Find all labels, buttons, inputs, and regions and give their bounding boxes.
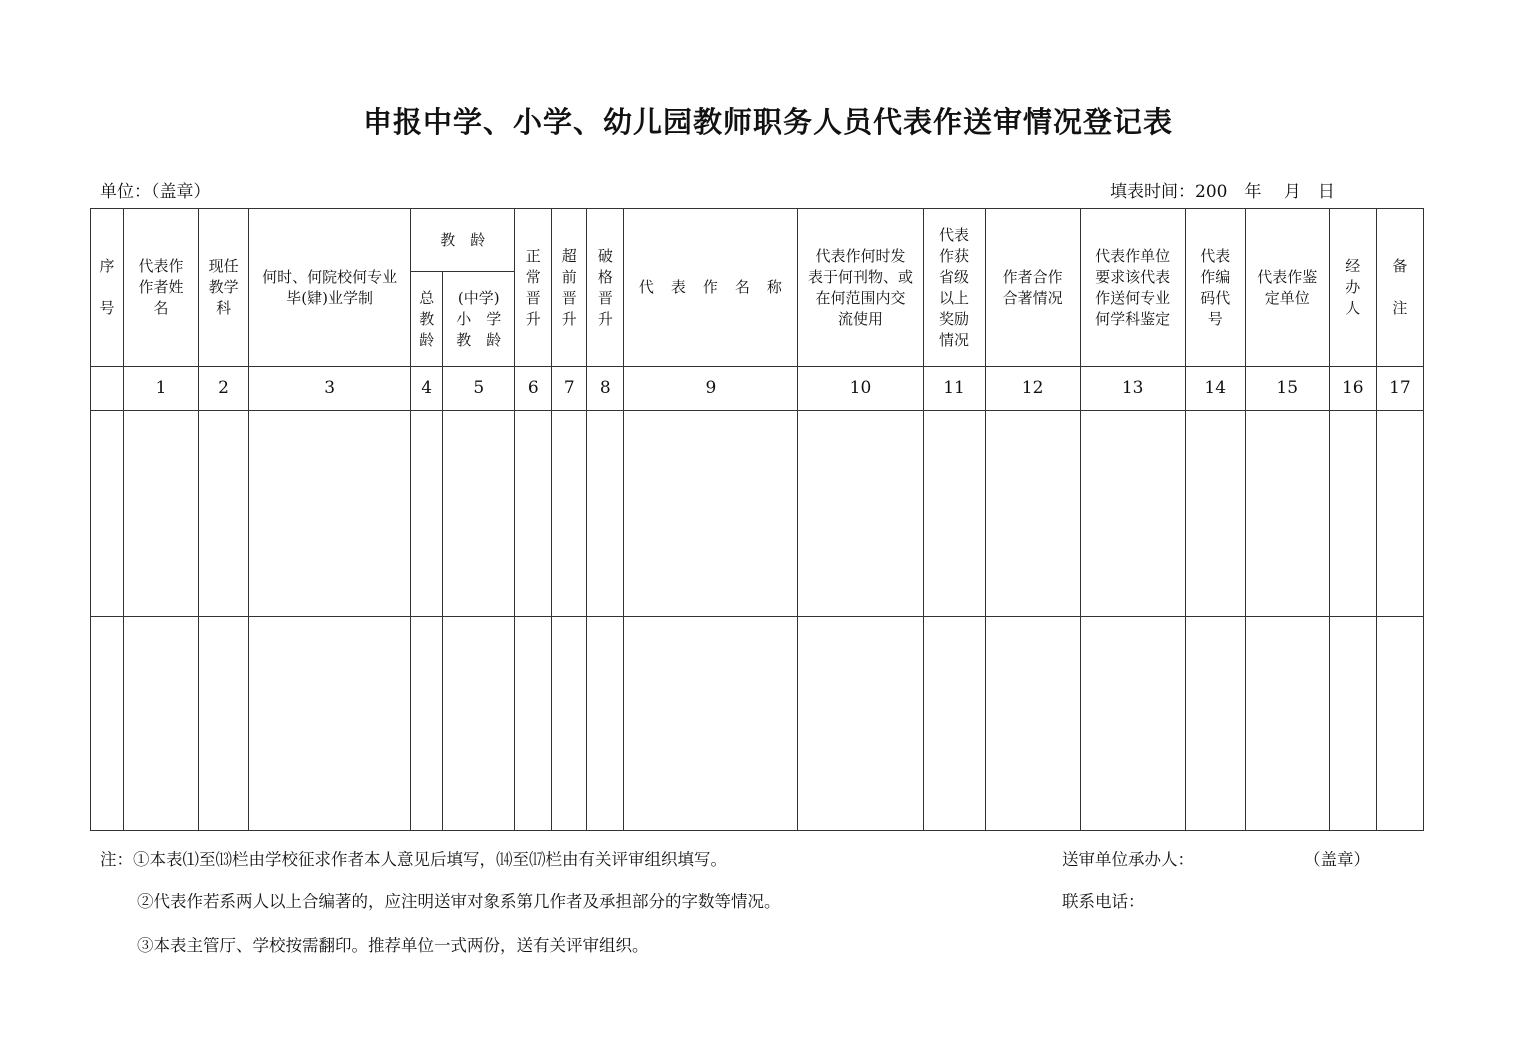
entry-cell[interactable] — [1376, 411, 1423, 617]
column-number: 17 — [1376, 367, 1423, 411]
entry-cell[interactable] — [199, 411, 249, 617]
entry-cell[interactable] — [1080, 617, 1185, 831]
entry-cell[interactable] — [515, 617, 552, 831]
column-number: 1 — [124, 367, 199, 411]
entry-cell[interactable] — [91, 617, 124, 831]
table-cell — [91, 367, 124, 411]
entry-cell[interactable] — [923, 411, 985, 617]
column-number: 16 — [1329, 367, 1376, 411]
fill-date-label: 填表时间：200 年 月 日 — [1110, 182, 1335, 202]
entry-cell[interactable] — [124, 617, 199, 831]
entry-cell[interactable] — [1376, 617, 1423, 831]
header-code: 代表 作编 码代 号 — [1185, 209, 1245, 367]
table-row — [91, 411, 1424, 617]
entry-cell[interactable] — [1080, 411, 1185, 617]
header-review-request: 代表作单位 要求该代表 作送何专业 何学科鉴定 — [1080, 209, 1185, 367]
entry-cell[interactable] — [249, 617, 411, 831]
entry-cell[interactable] — [587, 617, 624, 831]
entry-cell[interactable] — [443, 617, 515, 831]
column-number: 13 — [1080, 367, 1185, 411]
entry-cell[interactable] — [552, 411, 587, 617]
entry-cell[interactable] — [1185, 411, 1245, 617]
column-number: 15 — [1245, 367, 1329, 411]
column-number: 4 — [411, 367, 443, 411]
note-2: ②代表作若系两人以上合编著的，应注明送审对象系第几作者及承担部分的字数等情况。 — [137, 892, 781, 911]
header-normal-promotion: 正 常 晋 升 — [515, 209, 552, 367]
header-school-years: (中学) 小 学 教 龄 — [443, 272, 515, 367]
header-coauthors: 作者合作 合著情况 — [985, 209, 1080, 367]
header-exceptional-promotion: 破 格 晋 升 — [587, 209, 624, 367]
entry-cell[interactable] — [923, 617, 985, 831]
entry-cell[interactable] — [798, 617, 923, 831]
header-teaching-years: 教 龄 — [411, 209, 515, 272]
header-review-unit: 代表作鉴 定单位 — [1245, 209, 1329, 367]
entry-cell[interactable] — [552, 617, 587, 831]
column-number: 3 — [249, 367, 411, 411]
header-publication: 代表作何时发 表于何刊物、或 在何范围内交 流使用 — [798, 209, 923, 367]
header-awards: 代表 作获 省级 以上 奖励 情况 — [923, 209, 985, 367]
entry-cell[interactable] — [124, 411, 199, 617]
header-total-years: 总 教 龄 — [411, 272, 443, 367]
entry-cell[interactable] — [1185, 617, 1245, 831]
column-number: 5 — [443, 367, 515, 411]
seal-label: （盖章） — [1304, 850, 1370, 869]
column-number: 9 — [624, 367, 798, 411]
header-education: 何时、何院校何专业 毕(肄)业学制 — [249, 209, 411, 367]
submitter-label: 送审单位承办人： — [1062, 850, 1194, 869]
column-number: 10 — [798, 367, 923, 411]
entry-cell[interactable] — [1329, 411, 1376, 617]
entry-cell[interactable] — [587, 411, 624, 617]
column-number: 12 — [985, 367, 1080, 411]
entry-cell[interactable] — [624, 411, 798, 617]
header-author-name: 代表作 作者姓 名 — [124, 209, 199, 367]
entry-cell[interactable] — [515, 411, 552, 617]
note-3: ③本表主管厅、学校按需翻印。推荐单位一式两份，送有关评审组织。 — [137, 936, 649, 955]
table-row — [91, 617, 1424, 831]
column-number: 14 — [1185, 367, 1245, 411]
registration-table — [90, 208, 1424, 831]
entry-cell[interactable] — [91, 411, 124, 617]
entry-cell[interactable] — [411, 617, 443, 831]
entry-cell[interactable] — [985, 617, 1080, 831]
column-number: 11 — [923, 367, 985, 411]
phone-label: 联系电话： — [1062, 892, 1145, 911]
entry-cell[interactable] — [798, 411, 923, 617]
header-work-title: 代 表 作 名 称 — [624, 209, 798, 367]
entry-cell[interactable] — [411, 411, 443, 617]
entry-cell[interactable] — [985, 411, 1080, 617]
entry-cell[interactable] — [624, 617, 798, 831]
column-number: 2 — [199, 367, 249, 411]
entry-cell[interactable] — [443, 411, 515, 617]
column-number-row — [91, 367, 1424, 411]
column-number: 6 — [515, 367, 552, 411]
column-number: 8 — [587, 367, 624, 411]
unit-label: 单位：（盖章） — [100, 182, 211, 202]
entry-cell[interactable] — [1245, 617, 1329, 831]
entry-cell[interactable] — [1329, 617, 1376, 831]
header-handler: 经 办 人 — [1329, 209, 1376, 367]
note-1: 注：①本表⑴至⒀栏由学校征求作者本人意见后填写，⒁至⒄栏由有关评审组织填写。 — [100, 850, 727, 869]
header-remarks: 备 注 — [1376, 209, 1423, 367]
header-subject: 现任 教学 科 — [199, 209, 249, 367]
form-title: 申报中学、小学、幼儿园教师职务人员代表作送审情况登记表 — [362, 105, 1173, 139]
entry-cell[interactable] — [1245, 411, 1329, 617]
column-number: 7 — [552, 367, 587, 411]
header-early-promotion: 超 前 晋 升 — [552, 209, 587, 367]
entry-cell[interactable] — [249, 411, 411, 617]
header-seq: 序 号 — [91, 209, 124, 367]
entry-cell[interactable] — [199, 617, 249, 831]
